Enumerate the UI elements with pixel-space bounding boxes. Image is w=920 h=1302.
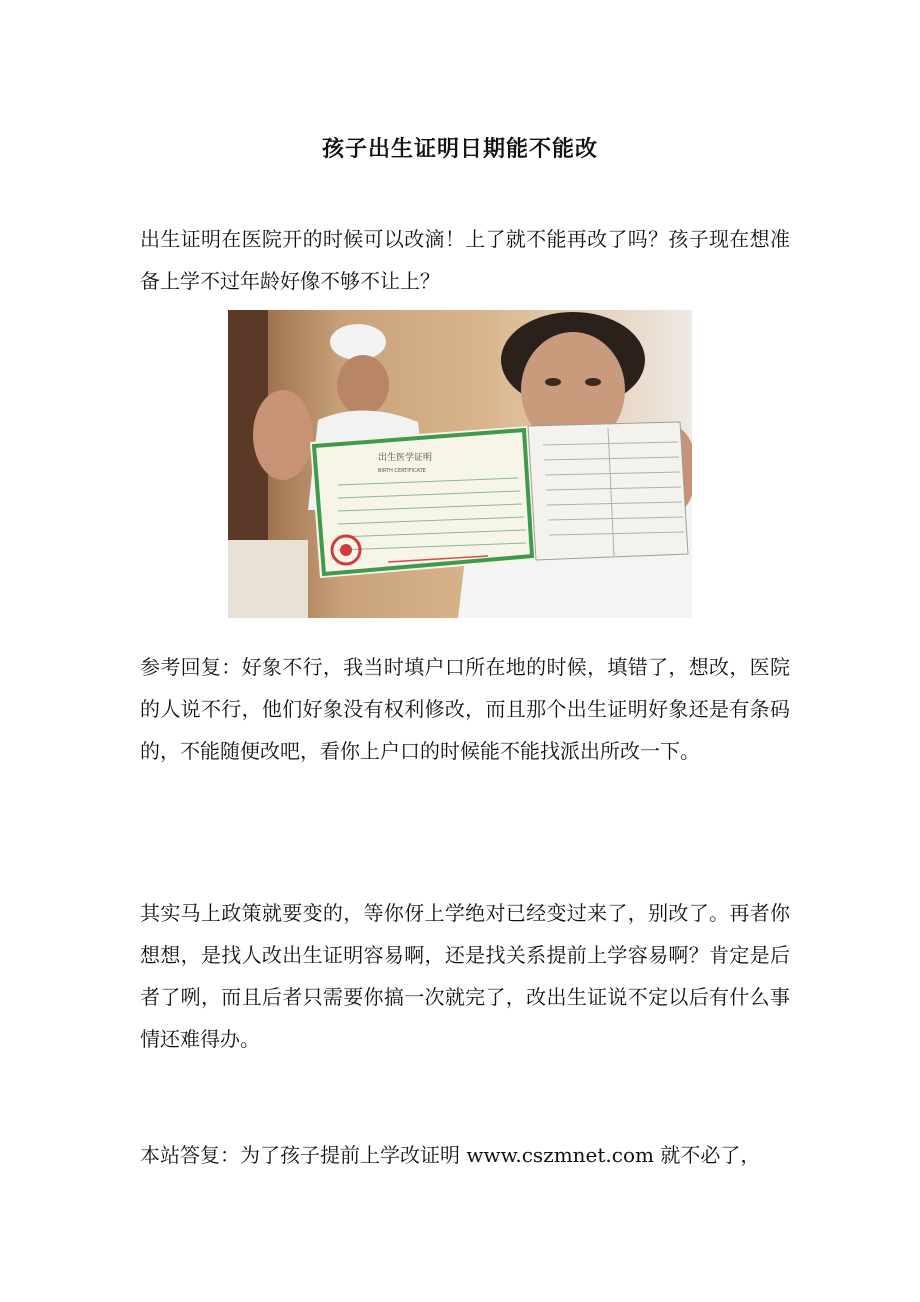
- advice-paragraph: 其实马上政策就要变的，等你伢上学绝对已经变过来了，别改了。再者你想想，是找人改出生证明容易啊，还是找关系提前上学容易啊？肯定是后者了咧，而且后者只需要你搞一次就完了，改出生证说不定以后有什么事情还难得办。: [140, 901, 790, 1051]
- question-paragraph: 出生证明在医院开的时候可以改滴！上了就不能再改了吗？孩子现在想准备上学不过年龄好像不够不让上？: [140, 227, 790, 293]
- certificate-title: 出生医学证明: [378, 453, 433, 463]
- site-reply-paragraph: 本站答复：为了孩子提前上学改证明 www.cszmnet.com 就不必了，: [140, 1143, 761, 1167]
- certificate-subtitle: BIRTH CERTIFICATE: [378, 468, 426, 474]
- birth-certificate-photo: [228, 310, 692, 618]
- page-title: 孩子出生证明日期能不能改: [321, 137, 598, 162]
- reference-reply-paragraph: 参考回复：好象不行，我当时填户口所在地的时候，填错了，想改，医院的人说不行，他们好象没有权利修改，而且那个出生证明好象还是有条码的，不能随便改吧，看你上户口的时候能不能找派出所改一下。: [140, 655, 790, 763]
